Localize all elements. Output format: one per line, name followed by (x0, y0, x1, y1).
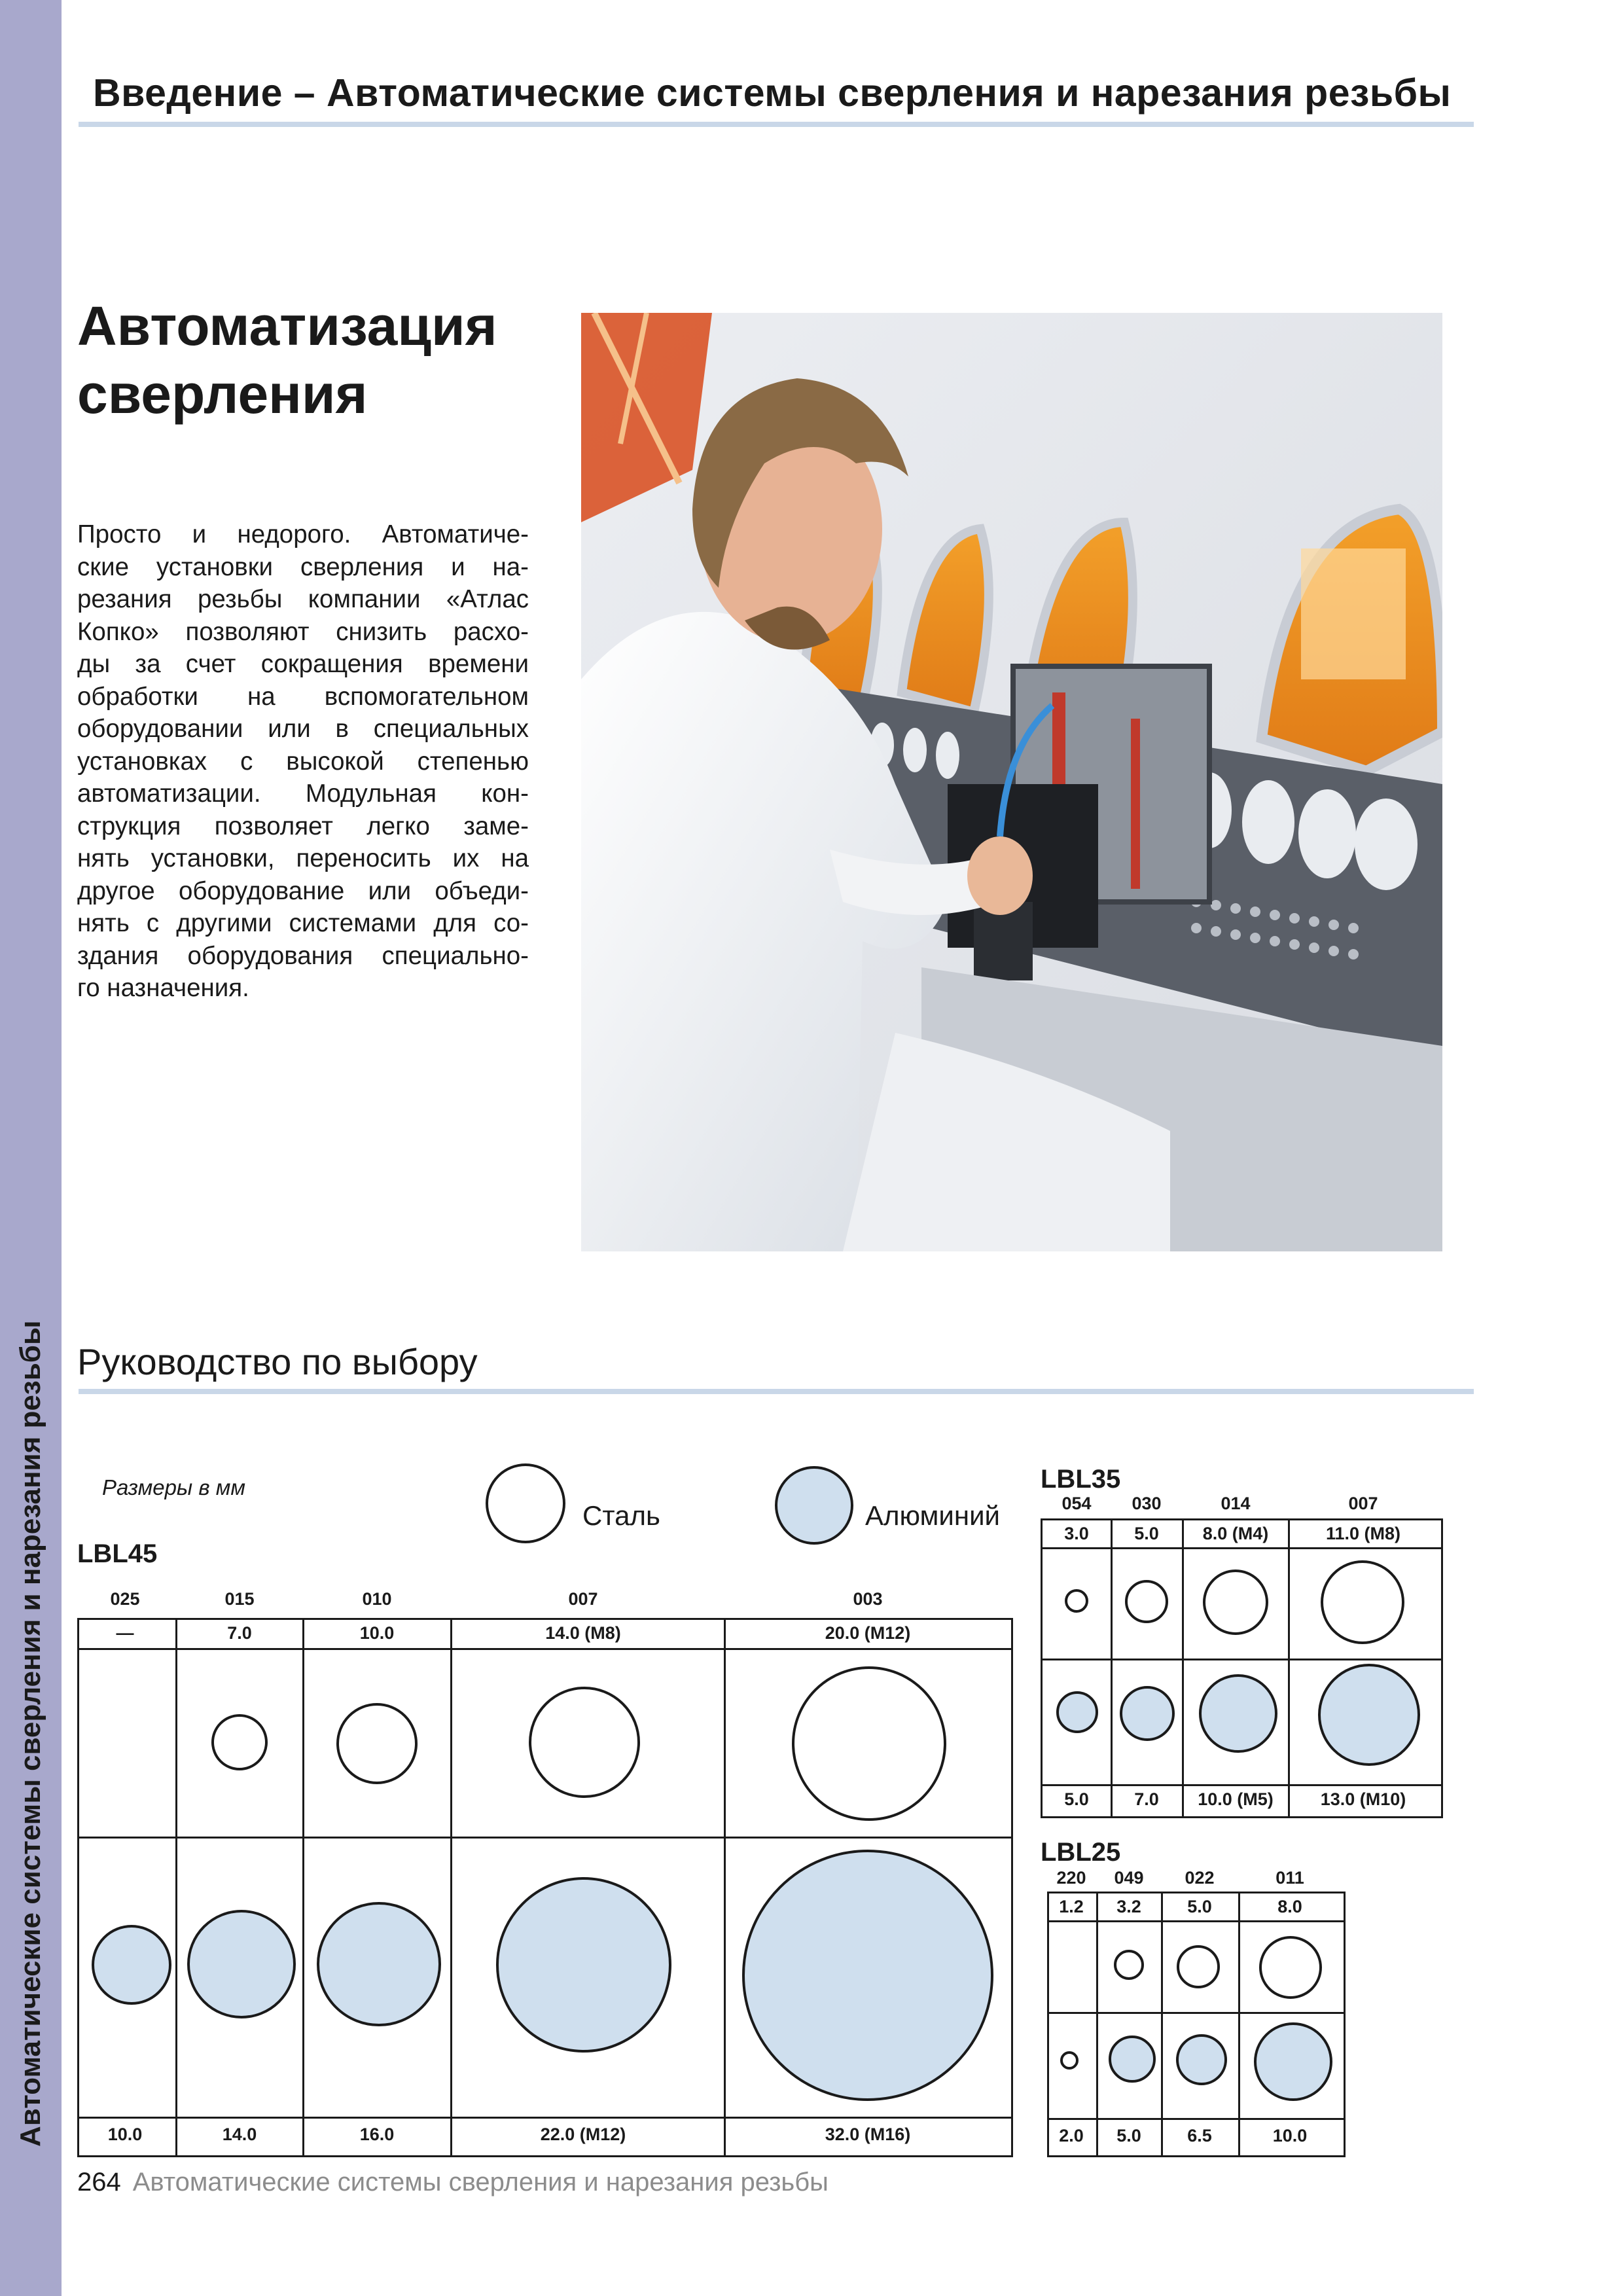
lbl45-aluminium-hole (92, 1925, 171, 2005)
lbl25-aluminium-hole (1060, 2051, 1079, 2070)
lbl25-code: 022 (1185, 1868, 1215, 1888)
lbl45-steel-hole (336, 1703, 418, 1784)
lbl25-code: 220 (1056, 1868, 1086, 1888)
intro-line: автоматизации. Модульная кон- (77, 780, 529, 808)
selection-guide-rule (79, 1389, 1474, 1394)
lbl25-row-divider (1047, 1920, 1346, 1922)
lbl35-aluminium-value: 10.0 (M5) (1198, 1789, 1274, 1809)
intro-line: Копко» позволяют снизить расхо- (77, 617, 529, 646)
intro-line: нять установки, переносить их на (77, 844, 529, 872)
lbl45-code: 010 (362, 1589, 392, 1609)
lbl25-aluminium-hole (1109, 2036, 1156, 2083)
header-rule (79, 122, 1474, 127)
lbl35-aluminium-value: 7.0 (1134, 1789, 1159, 1809)
footer-text: Автоматические системы сверления и нарезания резьбы (132, 2168, 829, 2197)
intro-line: ские установки сверления и на- (77, 552, 529, 581)
lbl35-steel-value: 8.0 (M4) (1202, 1524, 1269, 1543)
lbl25-steel-value: 3.2 (1116, 1897, 1141, 1916)
lbl35-code: 054 (1061, 1494, 1092, 1513)
lbl45-code: 003 (853, 1589, 883, 1609)
aluminium-legend-label: Алюминий (865, 1500, 1001, 1531)
lbl45-aluminium-hole (187, 1910, 296, 2018)
steel-legend-circle (486, 1463, 565, 1543)
lbl25-code: 011 (1275, 1868, 1304, 1888)
lbl45-steel-hole (211, 1714, 268, 1770)
section-title-line-2: сверления (77, 363, 368, 425)
sidebar (0, 0, 62, 2296)
lbl45-row-divider (77, 1837, 1013, 1839)
lbl35-col-divider (1111, 1518, 1113, 1818)
intro-line: Просто и недорого. Автоматиче- (77, 520, 529, 548)
lbl35-col-divider (1288, 1518, 1290, 1818)
lbl45-aluminium-value: 10.0 (107, 2125, 143, 2144)
lbl35-col-divider (1182, 1518, 1184, 1818)
lbl35-steel-value: 5.0 (1134, 1524, 1159, 1543)
lbl45-row-divider (77, 2117, 1013, 2119)
intro-line: обработки на вспомогательном (77, 682, 529, 711)
lbl45-steel-value: 20.0 (M12) (825, 1623, 911, 1643)
section-title-line-1: Автоматизация (77, 295, 497, 357)
lbl35-row-divider (1041, 1784, 1443, 1786)
lbl45-aluminium-hole (742, 1850, 993, 2101)
lbl45-code: 007 (568, 1589, 598, 1609)
lbl35-steel-value: 3.0 (1064, 1524, 1089, 1543)
lbl45-steel-value: — (116, 1623, 134, 1643)
sidebar-title: Автоматические системы сверления и нарезания резьбы (14, 1320, 46, 2147)
lbl45-aluminium-value: 14.0 (222, 2125, 257, 2144)
lbl45-steel-hole (529, 1687, 640, 1798)
lbl25-steel-hole (1259, 1936, 1322, 1999)
intro-line: здания оборудования специально- (77, 941, 529, 970)
lbl45-steel-value: 7.0 (227, 1623, 252, 1643)
selection-guide-title: Руководство по выбору (77, 1341, 478, 1382)
lbl45-steel-value: 14.0 (M8) (545, 1623, 621, 1643)
lbl35-steel-hole (1321, 1560, 1404, 1644)
lbl45-aluminium-value: 32.0 (M16) (825, 2125, 911, 2144)
lbl35-title: LBL35 (1041, 1465, 1121, 1494)
lbl35-aluminium-hole (1199, 1674, 1277, 1753)
lbl25-aluminium-value: 2.0 (1059, 2126, 1084, 2145)
lbl35-steel-hole (1125, 1580, 1168, 1623)
lbl25-steel-hole (1114, 1950, 1144, 1980)
lbl45-steel-hole (792, 1666, 946, 1821)
lbl25-row-divider (1047, 2118, 1346, 2120)
lbl35-aluminium-hole (1056, 1691, 1098, 1733)
lbl45-aluminium-value: 16.0 (359, 2125, 395, 2144)
intro-line: го назначения. (77, 974, 249, 1002)
lbl35-steel-hole (1203, 1570, 1268, 1635)
lbl25-aluminium-value: 5.0 (1116, 2126, 1141, 2145)
lbl35-steel-hole (1065, 1589, 1088, 1613)
lbl25-aluminium-hole (1176, 2034, 1227, 2085)
lbl45-row-divider (77, 1648, 1013, 1650)
section-title (77, 292, 497, 428)
lbl45-aluminium-hole (317, 1902, 441, 2026)
lbl45-code: 015 (224, 1589, 255, 1609)
lbl45-steel-value: 10.0 (359, 1623, 395, 1643)
lbl35-code: 014 (1221, 1494, 1251, 1513)
lbl25-title: LBL25 (1041, 1838, 1121, 1867)
lbl45-col-divider (302, 1618, 304, 2157)
sizes-unit-label: Размеры в мм (102, 1475, 246, 1499)
lbl25-steel-value: 8.0 (1277, 1897, 1302, 1916)
lbl25-row-divider (1047, 2012, 1346, 2014)
lbl35-aluminium-value: 5.0 (1064, 1789, 1089, 1809)
intro-line: оборудовании или в специальных (77, 715, 529, 743)
lbl25-code: 049 (1114, 1868, 1144, 1888)
lbl25-aluminium-hole (1254, 2022, 1332, 2101)
lbl45-aluminium-hole (496, 1877, 671, 2053)
steel-legend-label: Сталь (582, 1500, 660, 1531)
page-header-title: Введение – Автоматические системы сверления и нарезания резьбы (93, 71, 1452, 115)
lbl45-aluminium-value: 22.0 (M12) (540, 2125, 626, 2144)
intro-line: другое оборудование или объеди- (77, 876, 529, 905)
lbl45-col-divider (450, 1618, 452, 2157)
lbl45-col-divider (724, 1618, 726, 2157)
lbl35-aluminium-value: 13.0 (M10) (1320, 1789, 1406, 1809)
lbl25-aluminium-value: 6.5 (1187, 2126, 1212, 2145)
lbl45-code: 025 (110, 1589, 140, 1609)
lbl45-col-divider (175, 1618, 177, 2157)
page-number: 264 (77, 2168, 121, 2197)
intro-line: струкция позволяет легко заме- (77, 812, 529, 840)
lbl35-steel-value: 11.0 (M8) (1325, 1524, 1401, 1543)
intro-line: резания резьбы компании «Атлас (77, 585, 529, 613)
lbl25-steel-hole (1177, 1945, 1220, 1988)
intro-paragraph (77, 518, 529, 1005)
lbl25-steel-value: 1.2 (1059, 1897, 1084, 1916)
page-footer (77, 2168, 829, 2197)
lbl35-row-divider (1041, 1547, 1443, 1549)
lbl25-aluminium-value: 10.0 (1272, 2126, 1308, 2145)
technician-drilling-photo (581, 313, 1442, 1251)
intro-line: установках с высокой степенью (77, 747, 529, 776)
lbl35-aluminium-hole (1120, 1686, 1175, 1741)
lbl35-row-divider (1041, 1659, 1443, 1660)
intro-line: ды за счет сокращения времени (77, 650, 529, 678)
lbl35-aluminium-hole (1318, 1664, 1420, 1766)
lbl35-code: 007 (1348, 1494, 1378, 1513)
lbl45-title: LBL45 (77, 1539, 158, 1568)
aluminium-legend-circle (775, 1466, 853, 1545)
intro-line: нять с другими системами для со- (77, 909, 529, 937)
lbl25-steel-value: 5.0 (1187, 1897, 1212, 1916)
lbl35-code: 030 (1132, 1494, 1162, 1513)
